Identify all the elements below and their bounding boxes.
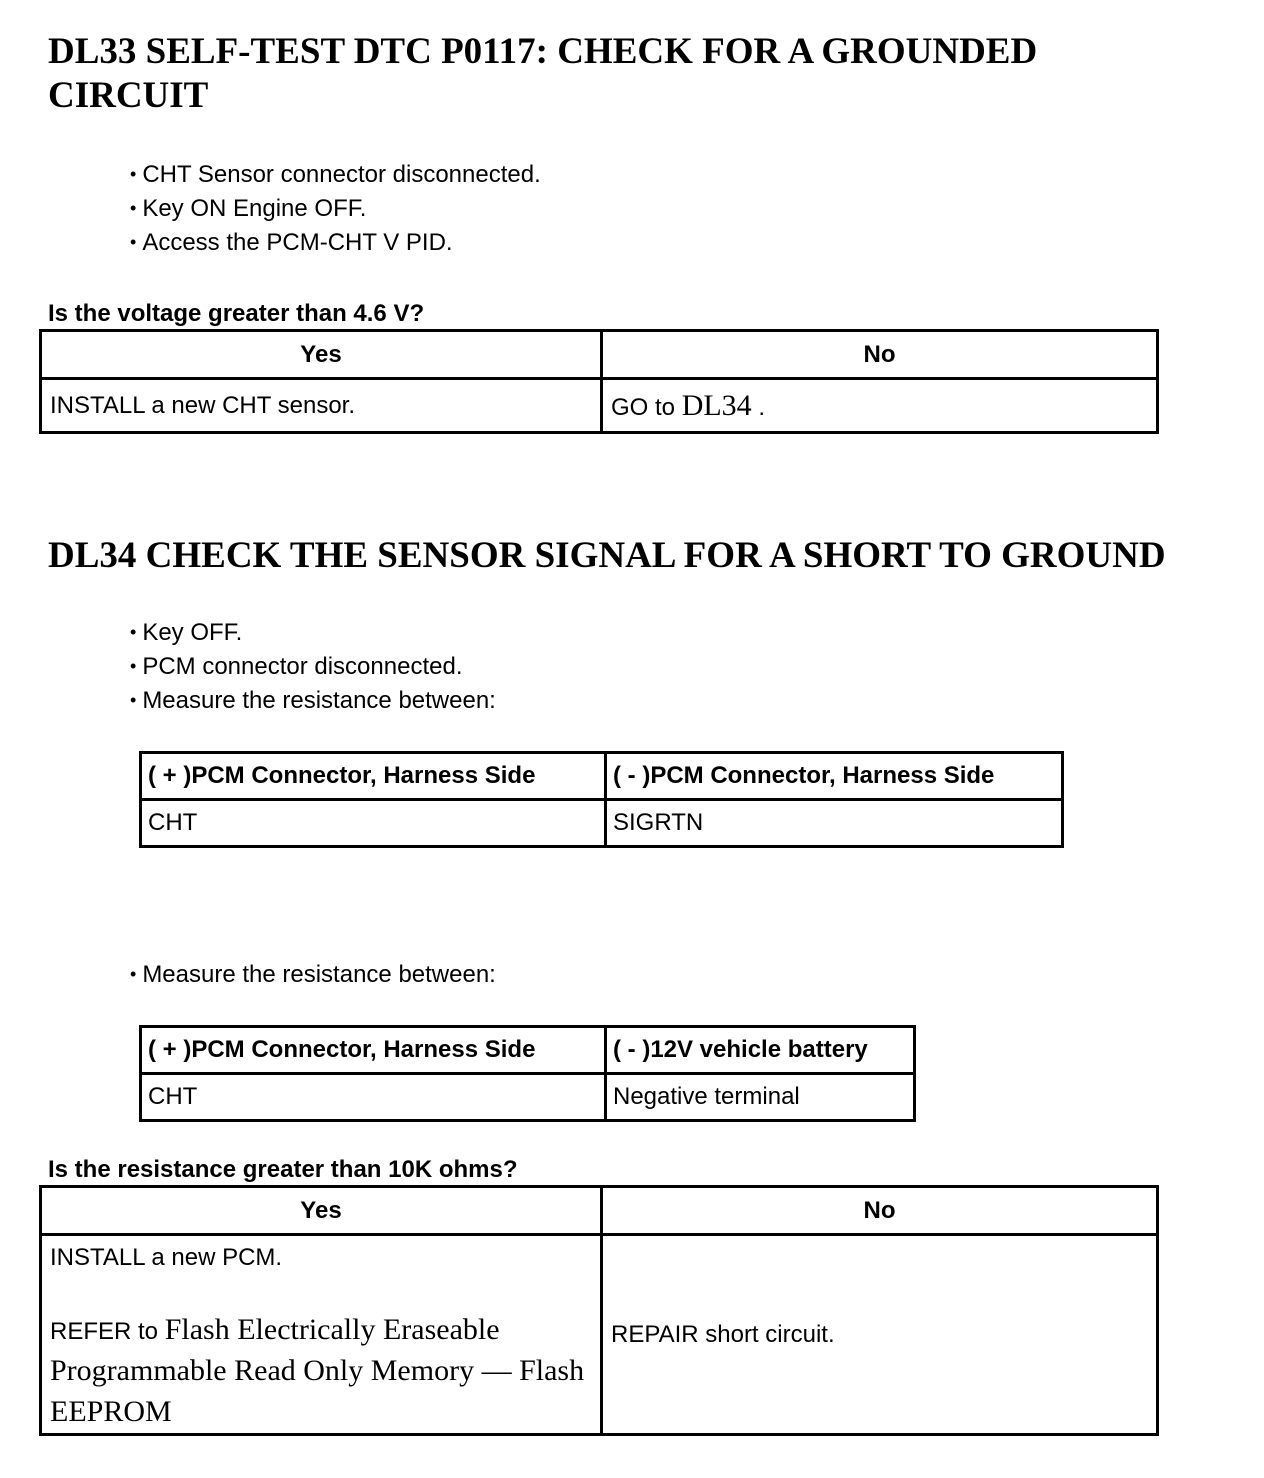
positive-lead-value: CHT (141, 800, 606, 847)
dl34-step: • Measure the resistance between: (130, 684, 496, 718)
negative-lead-value: SIGRTN (606, 800, 1063, 847)
dl34-title: DL34 CHECK THE SENSOR SIGNAL FOR A SHORT TO GROUND (48, 535, 1166, 576)
dl34-step: • Key OFF. (130, 616, 496, 650)
dl34-step: • PCM connector disconnected. (130, 650, 496, 684)
positive-lead-header: ( + )PCM Connector, Harness Side (141, 753, 606, 800)
dl34-step-4 (130, 958, 496, 992)
no-action-suffix: . (751, 393, 766, 421)
dl34-decision-table (39, 1185, 1159, 1436)
dl33-step: • CHT Sensor connector disconnected. (130, 158, 541, 192)
install-pcm-text: INSTALL a new PCM. (50, 1244, 283, 1271)
dl33-step: • Access the PCM-CHT V PID. (130, 226, 541, 260)
flash-eeprom-link[interactable]: Flash Electrically Eraseable Programmable Read Only Memory — Flash EEPROM (50, 1313, 585, 1428)
yes-header: Yes (41, 1187, 602, 1235)
no-action (602, 379, 1158, 433)
dl33-title-line1: DL33 SELF-TEST DTC P0117: CHECK FOR A GROUNDED (48, 31, 1038, 72)
positive-lead-header: ( + )PCM Connector, Harness Side (141, 1027, 606, 1074)
dl34-step: • Measure the resistance between: (130, 958, 496, 992)
yes-action: INSTALL a new CHT sensor. (41, 379, 602, 433)
refer-prefix: REFER to (50, 1318, 165, 1345)
negative-lead-header: ( - )12V vehicle battery (606, 1027, 915, 1074)
dl33-decision-table (39, 329, 1159, 434)
no-action-prefix: GO to (611, 393, 682, 421)
dl34-question: Is the resistance greater than 10K ohms? (48, 1156, 518, 1183)
no-header: No (602, 1187, 1158, 1235)
dl33-question: Is the voltage greater than 4.6 V? (48, 300, 425, 327)
refer-line (50, 1310, 592, 1433)
dl33-step: • Key ON Engine OFF. (130, 192, 541, 226)
yes-header: Yes (41, 331, 602, 379)
dl33-steps (130, 158, 541, 260)
yes-action (41, 1235, 602, 1435)
dl33-title-line2: CIRCUIT (48, 75, 209, 116)
measurement-table-1 (139, 751, 1064, 848)
measurement-table-2 (139, 1025, 916, 1122)
dl34-steps (130, 616, 496, 718)
negative-lead-header: ( - )PCM Connector, Harness Side (606, 753, 1063, 800)
dl33-title (48, 30, 1037, 118)
negative-lead-value: Negative terminal (606, 1074, 915, 1121)
positive-lead-value: CHT (141, 1074, 606, 1121)
no-header: No (602, 331, 1158, 379)
dl34-link[interactable]: DL34 (681, 388, 752, 422)
no-action: REPAIR short circuit. (602, 1235, 1158, 1435)
